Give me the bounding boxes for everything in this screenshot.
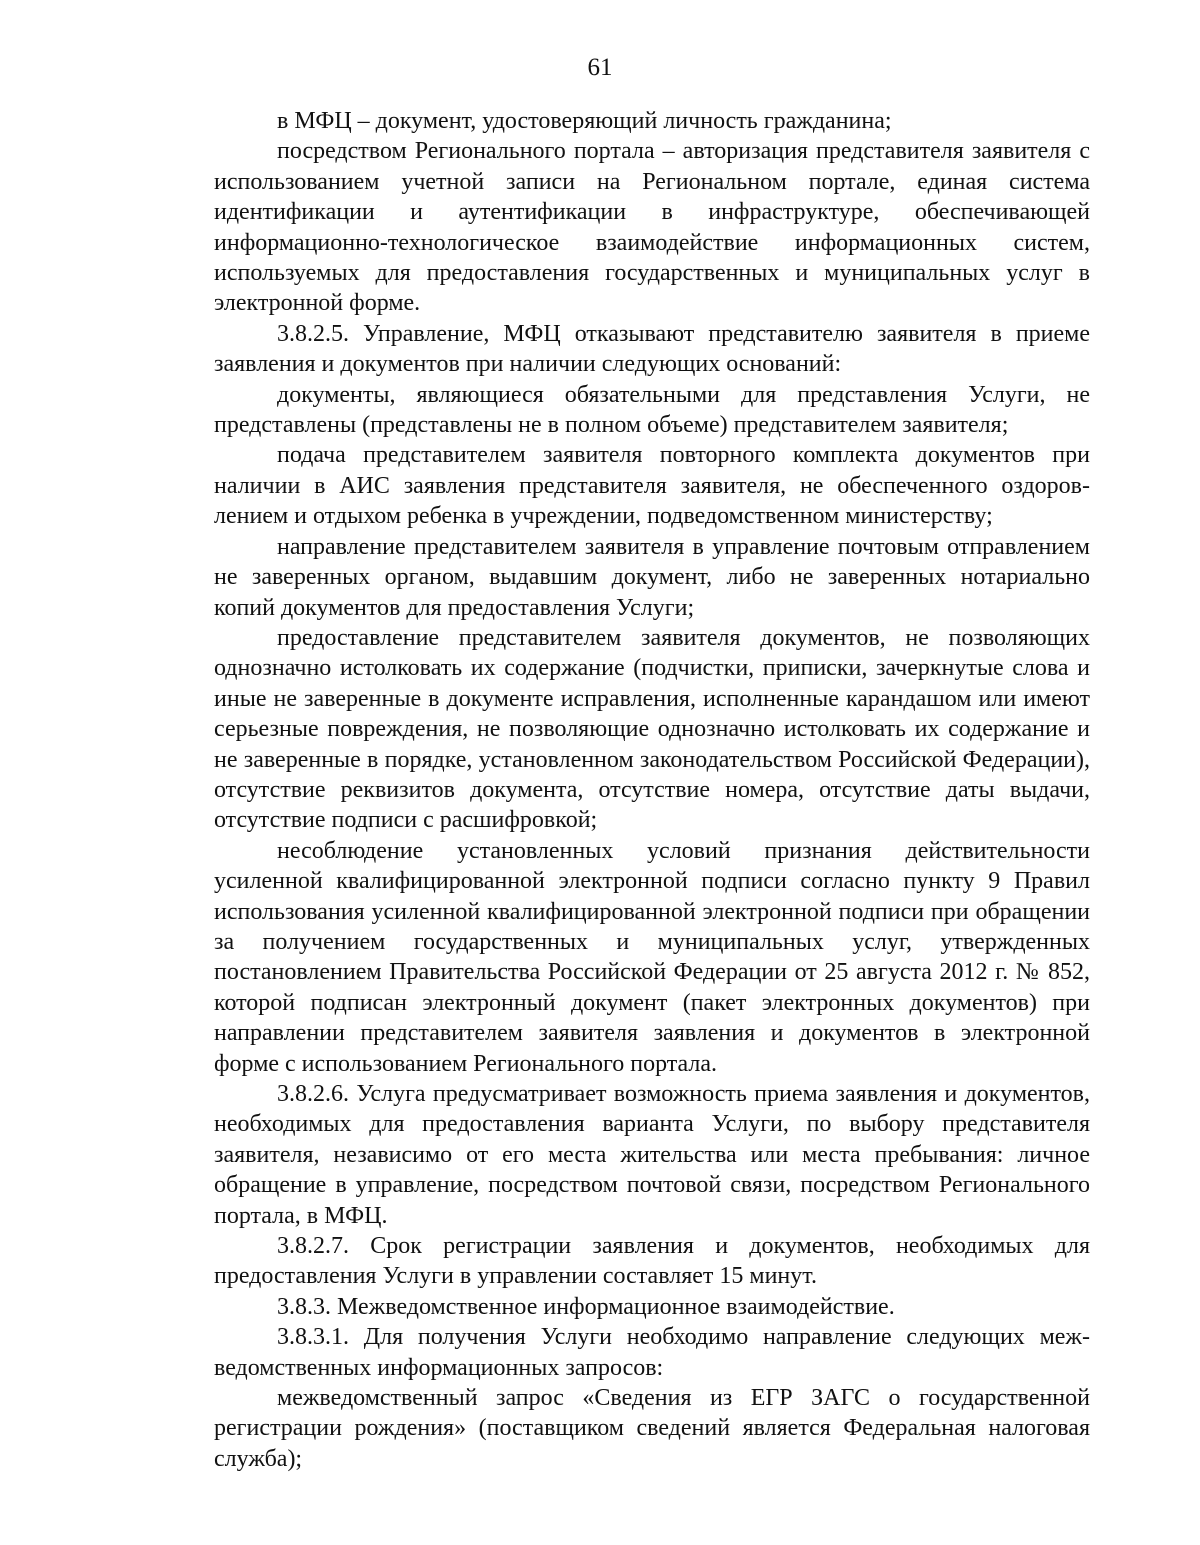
paragraph-3-8-2-5-refusal-grounds: 3.8.2.5. Управление, МФЦ отказывают представителю заявителя в приеме заявления и документов при наличии следующих оснований: [214, 320, 1090, 378]
paragraph-electronic-signature: несоблюдение установленных условий признания действительности усиленной квалифицированной электронной подписи согласно пункту 9 Правил использования усиленной квалифицированной электронной подписи при обращении за получением государственных и муниципальных услуг, утвержденных постановлением Правительства Российской Федерации от 25 августа 2012 г. № 852, которой подписан электронный документ (пакет электронных документов) при направлении представителем заявителя заявления и документов в электронной форме с использованием Регионального портала. [214, 837, 1090, 1077]
paragraph-3-8-3-interagency-interaction: 3.8.3. Межведомственное информационное взаимодействие. [277, 1293, 895, 1320]
paragraph-postal-uncertified-copies: направление представителем заявителя в управление почтовым отправлением не заверенных органом, выдавшим документ, либо не заверенных нотариально копий документов для предоставления Услуги; [214, 533, 1090, 621]
document-body [214, 106, 1090, 1474]
paragraph-ambiguous-documents: предоставление представителем заявителя документов, не позволяющих однозначно истолковать их содержание (подчистки, приписки, зачеркнутые слова и иные не заверенные в документе исправления, исполненные карандашом или имеют серьезные повреждения, не позволяющие однозначно истолковать их содержание и не заверенные в порядке, установленном законодательством Российской Федерации), отсутствие реквизитов документа, отсутствие номера, отсутствие даты выдачи, отсутствие подписи с расшифровкой; [214, 624, 1090, 834]
page-number: 61 [587, 54, 613, 81]
paragraph-documents-not-submitted: документы, являющиеся обязательными для представления Услуги, не представлены (представлены не в полном объеме) представителем заявителя; [214, 381, 1090, 439]
paragraph-regional-portal-authorization: посредством Регионального портала – авторизация представителя заявителя с использованием учетной записи на Региональном портале, единая система идентификации и аутентификации в инфраструктуре, обеспечивающей информационно-технологическое взаимодействие информационных систем, используемых для предоставления государственных и муниципальных услуг в электронной форме. [214, 138, 1090, 317]
paragraph-repeat-submission: подача представителем заявителя повторного комплекта документов при наличии в АИС заявления представителя заявителя, не обеспеченного оздоровлением и отдыхом ребенка в учреждении, подведомственном министерству; [214, 442, 1090, 530]
paragraph-mfc-identity-document: в МФЦ – документ, удостоверяющий личность гражданина; [277, 108, 892, 134]
paragraph-birth-registration-request: межведомственный запрос «Сведения из ЕГР ЗАГС о государственной регистрации рождения» (поставщиком сведений является Федеральная налоговая служба); [214, 1385, 1090, 1472]
paragraph-3-8-2-6-submission-options: 3.8.2.6. Услуга предусматривает возможность приема заявления и документов, необходимых для предоставления варианта Услуги, по выбору представителя заявителя, независимо от его места жительства или места пребывания: личное обращение в управление, посредством почтовой связи, посредством Регионального портала, в МФЦ. [214, 1081, 1090, 1229]
paragraph-3-8-3-1-interagency-requests: 3.8.3.1. Для получения Услуги необходимо направление следующих межведомственных информационных запросов: [214, 1324, 1090, 1381]
paragraph-3-8-2-7-registration-time: 3.8.2.7. Срок регистрации заявления и документов, необходимых для предоставления Услуги в управлении составляет 15 минут. [214, 1233, 1090, 1290]
